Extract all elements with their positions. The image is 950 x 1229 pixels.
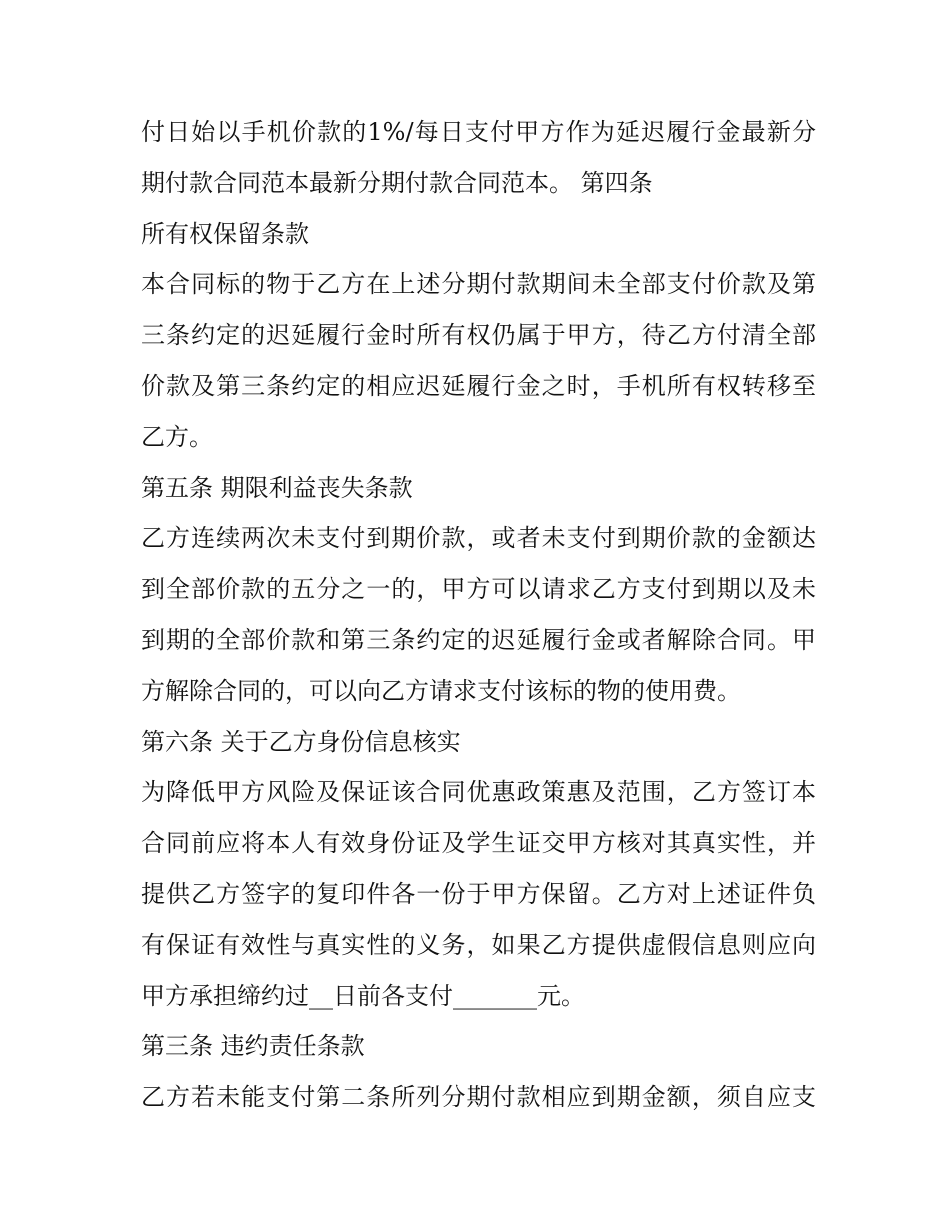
section-heading: 第六条 关于乙方身份信息核实 xyxy=(141,727,461,756)
document-body xyxy=(141,107,816,1123)
text-line: 乙方连续两次未支付到期价款，或者未支付到期价款的金额达 xyxy=(141,524,816,553)
text-line: 付日始以手机价款的1%/每日支付甲方作为延迟履行金最新分 xyxy=(141,118,816,146)
section-heading: 所有权保留条款 xyxy=(141,219,309,248)
text-line: 方解除合同的，可以向乙方请求支付该标的物的使用费。 xyxy=(141,676,741,705)
text-line: 为降低甲方风险及保证该合同优惠政策惠及范围，乙方签订本 xyxy=(141,778,816,807)
text-line: 三条约定的迟延履行金时所有权仍属于甲方，待乙方付清全部 xyxy=(141,321,816,350)
section-heading: 第五条 期限利益丧失条款 xyxy=(141,473,413,502)
text-line: 到期的全部价款和第三条约定的迟延履行金或者解除合同。甲 xyxy=(141,625,816,654)
text-line: 乙方。 xyxy=(141,422,213,451)
section-heading: 第三条 违约责任条款 xyxy=(141,1032,365,1061)
text-line: 甲方承担缔约过__日前各支付_______元。 xyxy=(141,981,585,1010)
text-line: 提供乙方签字的复印件各一份于甲方保留。乙方对上述证件负 xyxy=(141,879,816,908)
text-line: 到全部价款的五分之一的，甲方可以请求乙方支付到期以及未 xyxy=(141,575,816,604)
text-line: 乙方若未能支付第二条所列分期付款相应到期金额，须自应支 xyxy=(141,1083,816,1112)
text-line: 期付款合同范本最新分期付款合同范本。 第四条 xyxy=(141,168,653,197)
text-line: 价款及第三条约定的相应迟延履行金之时，手机所有权转移至 xyxy=(141,371,816,400)
text-line: 有保证有效性与真实性的义务，如果乙方提供虚假信息则应向 xyxy=(141,930,816,959)
text-line: 本合同标的物于乙方在上述分期付款期间未全部支付价款及第 xyxy=(141,270,816,299)
text-line: 合同前应将本人有效身份证及学生证交甲方核对其真实性，并 xyxy=(141,829,816,858)
